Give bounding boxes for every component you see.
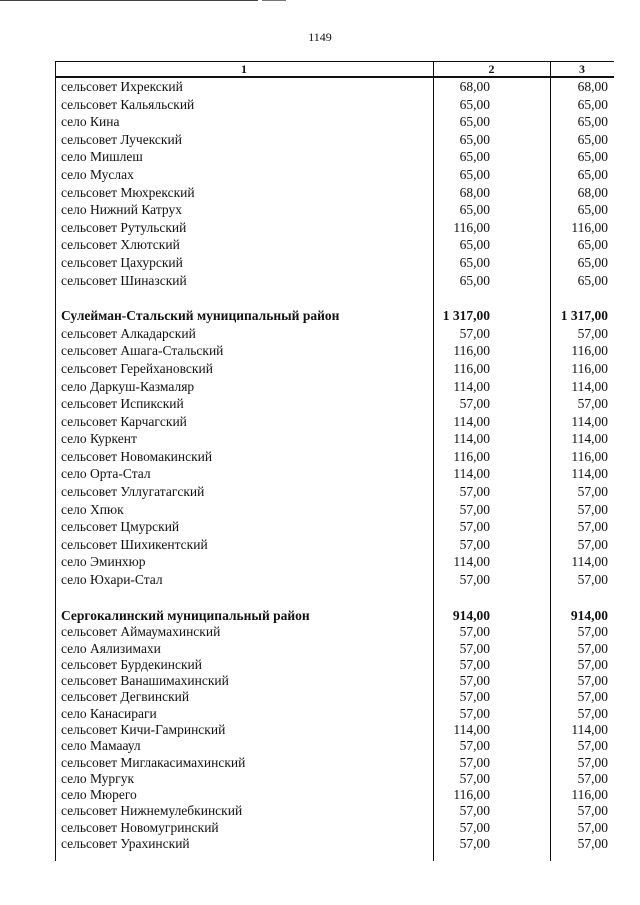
header-col-3: 3	[579, 62, 585, 76]
table-row	[55, 342, 614, 360]
value-col2: 57,00	[459, 501, 490, 517]
value-col3: 57,00	[577, 819, 608, 835]
table-row	[55, 166, 614, 184]
value-col2: 116,00	[453, 360, 490, 376]
group-suleyman-stalsky-settlements	[55, 325, 614, 589]
settlement-name: село Кина	[61, 114, 120, 130]
top-scan-rule	[0, 0, 258, 1]
value-col2: 116,00	[453, 787, 490, 803]
table-row	[55, 148, 614, 166]
value-col3: 57,00	[577, 624, 608, 640]
value-col2: 57,00	[459, 770, 490, 786]
value-col3: 116,00	[571, 360, 608, 376]
value-col3: 57,00	[577, 656, 608, 672]
settlement-name: село Муслах	[61, 166, 134, 182]
table-row	[55, 787, 614, 803]
table-row	[55, 184, 614, 202]
table-row	[55, 706, 614, 722]
value-col2: 57,00	[459, 572, 490, 588]
table-row	[55, 689, 614, 705]
table-row	[55, 501, 614, 519]
value-col3: 114,00	[571, 722, 608, 737]
settlement-name: село Мургук	[61, 770, 135, 786]
value-col2: 57,00	[459, 325, 490, 341]
table-row	[55, 803, 614, 819]
settlement-name: сельсовет Ихрекский	[61, 79, 183, 94]
value-col3: 65,00	[577, 96, 608, 112]
value-col3: 68,00	[577, 79, 608, 94]
table-row	[55, 483, 614, 501]
table-row	[55, 738, 614, 754]
allocation-table	[55, 61, 614, 861]
table-row	[55, 254, 614, 272]
value-col3: 57,00	[577, 501, 608, 517]
value-col2: 116,00	[453, 343, 490, 359]
group-rutul-settlements	[55, 78, 614, 289]
top-scan-rule-fragment	[262, 0, 286, 1]
district-value-col2: 914,00	[452, 607, 490, 623]
table-row	[55, 272, 614, 290]
table-row	[55, 722, 614, 738]
district-value-col3: 914,00	[570, 607, 608, 623]
table-row	[55, 131, 614, 149]
value-col3: 57,00	[577, 640, 608, 656]
settlement-name: сельсовет Бурдекинский	[61, 656, 202, 672]
value-col3: 65,00	[577, 114, 608, 130]
settlement-name: сельсовет Новомугринский	[61, 819, 219, 835]
settlement-name: село Юхари-Стал	[61, 572, 163, 588]
value-col2: 57,00	[459, 673, 490, 689]
value-col3: 114,00	[571, 466, 608, 482]
value-col3: 57,00	[577, 754, 608, 770]
settlement-name: сельсовет Уллугатагский	[61, 484, 205, 500]
value-col2: 65,00	[459, 166, 490, 182]
settlement-name: сельсовет Дегвинский	[61, 689, 190, 705]
value-col2: 57,00	[459, 689, 490, 705]
table-row	[55, 673, 614, 689]
value-col2: 114,00	[453, 722, 490, 737]
table-row	[55, 518, 614, 536]
table-row	[55, 113, 614, 131]
settlement-name: сельсовет Цахурский	[61, 254, 183, 270]
value-col2: 57,00	[459, 536, 490, 552]
value-col2: 65,00	[459, 131, 490, 147]
settlement-name: сельсовет Миглакасимахинский	[61, 754, 246, 770]
value-col2: 116,00	[453, 448, 490, 464]
settlement-name: село Мамааул	[61, 738, 141, 754]
value-col2: 57,00	[459, 396, 490, 412]
table-header	[55, 61, 614, 78]
spacer-row	[55, 289, 614, 307]
settlement-name: село Мишлеш	[61, 149, 143, 165]
value-col2: 57,00	[459, 754, 490, 770]
value-col2: 65,00	[459, 202, 490, 218]
settlement-name: село Нижний Катрух	[61, 202, 182, 218]
settlement-name: село Аялизимахи	[61, 640, 161, 656]
spacer-row	[55, 589, 614, 607]
value-col3: 116,00	[571, 343, 608, 359]
value-col3: 116,00	[571, 448, 608, 464]
value-col2: 65,00	[459, 254, 490, 270]
settlement-name: сельсовет Испикский	[61, 396, 184, 412]
value-col2: 65,00	[459, 96, 490, 112]
value-col3: 68,00	[577, 184, 608, 200]
table-row	[55, 395, 614, 413]
value-col3: 57,00	[577, 770, 608, 786]
table-row	[55, 571, 614, 589]
value-col2: 114,00	[453, 466, 490, 482]
district-value-col2: 1 317,00	[442, 308, 490, 324]
value-col3: 57,00	[577, 325, 608, 341]
table-row	[55, 641, 614, 657]
value-col3: 57,00	[577, 689, 608, 705]
settlement-name: сельсовет Шиназский	[61, 272, 187, 288]
table-row	[55, 657, 614, 673]
settlement-name: село Канасираги	[61, 705, 157, 721]
value-col3: 114,00	[571, 378, 608, 394]
value-col3: 57,00	[577, 803, 608, 819]
value-col3: 57,00	[577, 484, 608, 500]
value-col3: 65,00	[577, 166, 608, 182]
table-row	[55, 448, 614, 466]
settlement-name: село Эминхюр	[61, 554, 146, 570]
value-col3: 57,00	[577, 396, 608, 412]
table-row	[55, 755, 614, 771]
table-row	[55, 378, 614, 396]
value-col3: 57,00	[577, 673, 608, 689]
table-row	[55, 465, 614, 483]
settlement-name: село Хпюк	[61, 501, 124, 517]
header-col-1: 1	[241, 62, 247, 76]
value-col2: 114,00	[453, 413, 490, 429]
value-col3: 65,00	[577, 237, 608, 253]
settlement-name: сельсовет Новомакинский	[61, 448, 213, 464]
settlement-name: село Куркент	[61, 431, 137, 447]
settlement-name: сельсовет Аймаумахинский	[61, 624, 221, 640]
table-row	[55, 219, 614, 237]
value-col2: 65,00	[459, 237, 490, 253]
value-col3: 65,00	[577, 272, 608, 288]
value-col3: 57,00	[577, 836, 608, 852]
settlement-name: сельсовет Цмурский	[61, 519, 180, 535]
settlement-name: сельсовет Кальяльский	[61, 96, 195, 112]
value-col3: 116,00	[571, 219, 608, 235]
value-col3: 114,00	[571, 431, 608, 447]
value-col2: 57,00	[459, 640, 490, 656]
settlement-name: сельсовет Мюхрекский	[61, 184, 195, 200]
settlement-name: сельсовет Герейхановский	[61, 360, 213, 376]
settlement-name: сельсовет Ашага-Стальский	[61, 343, 224, 359]
value-col2: 57,00	[459, 624, 490, 640]
table-body	[55, 78, 614, 852]
district-row-suleyman-stalsky	[55, 307, 614, 325]
value-col3: 65,00	[577, 254, 608, 270]
district-name: Сулейман-Стальский муниципальный район	[61, 308, 340, 324]
table-row	[55, 201, 614, 219]
table-row	[55, 820, 614, 836]
value-col3: 65,00	[577, 149, 608, 165]
value-col2: 65,00	[459, 114, 490, 130]
value-col3: 114,00	[571, 554, 608, 570]
table-row	[55, 360, 614, 378]
value-col2: 57,00	[459, 819, 490, 835]
value-col2: 57,00	[459, 484, 490, 500]
district-name: Сергокалинский муниципальный район	[61, 607, 310, 623]
district-row-sergokalinsky	[55, 607, 614, 625]
value-col2: 65,00	[459, 272, 490, 288]
group-sergokalinsky-settlements	[55, 624, 614, 852]
table-row	[55, 836, 614, 852]
table-row	[55, 624, 614, 640]
settlement-name: сельсовет Рутульский	[61, 219, 187, 235]
value-col2: 57,00	[459, 656, 490, 672]
settlement-name: сельсовет Нижнемулебкинский	[61, 803, 243, 819]
header-col-2: 2	[488, 62, 495, 76]
table-row	[55, 771, 614, 787]
settlement-name: сельсовет Кичи-Гамринский	[61, 722, 226, 737]
district-value-col3: 1 317,00	[560, 308, 608, 324]
value-col2: 114,00	[453, 431, 490, 447]
value-col2: 68,00	[459, 184, 490, 200]
value-col3: 57,00	[577, 572, 608, 588]
settlement-name: сельсовет Хлютский	[61, 237, 180, 253]
value-col2: 116,00	[453, 219, 490, 235]
table-row	[55, 553, 614, 571]
value-col2: 57,00	[459, 519, 490, 535]
settlement-name: сельсовет Ванашимахинский	[61, 673, 229, 689]
settlement-name: сельсовет Урахинский	[61, 836, 190, 852]
table-row	[55, 78, 614, 96]
value-col3: 57,00	[577, 738, 608, 754]
page-number: 1149	[308, 30, 332, 44]
value-col3: 57,00	[577, 536, 608, 552]
table-row	[55, 430, 614, 448]
value-col2: 68,00	[459, 79, 490, 94]
value-col2: 114,00	[453, 378, 490, 394]
value-col2: 114,00	[453, 554, 490, 570]
table-row	[55, 536, 614, 554]
settlement-name: сельсовет Карчагский	[61, 413, 187, 429]
value-col3: 116,00	[571, 787, 608, 803]
settlement-name: село Орта-Стал	[61, 466, 151, 482]
value-col3: 57,00	[577, 519, 608, 535]
value-col3: 114,00	[571, 413, 608, 429]
value-col2: 57,00	[459, 738, 490, 754]
value-col2: 57,00	[459, 803, 490, 819]
table-row	[55, 413, 614, 431]
table-row	[55, 325, 614, 343]
settlement-name: сельсовет Алкадарский	[61, 325, 196, 341]
value-col3: 65,00	[577, 131, 608, 147]
value-col2: 57,00	[459, 836, 490, 852]
value-col2: 65,00	[459, 149, 490, 165]
table-row	[55, 96, 614, 114]
value-col3: 57,00	[577, 705, 608, 721]
settlement-name: сельсовет Лучекский	[61, 131, 182, 147]
settlement-name: село Даркуш-Казмаляр	[61, 378, 195, 394]
settlement-name: сельсовет Шихикентский	[61, 536, 208, 552]
value-col3: 65,00	[577, 202, 608, 218]
value-col2: 57,00	[459, 705, 490, 721]
table-row	[55, 236, 614, 254]
settlement-name: село Мюрего	[61, 787, 137, 803]
